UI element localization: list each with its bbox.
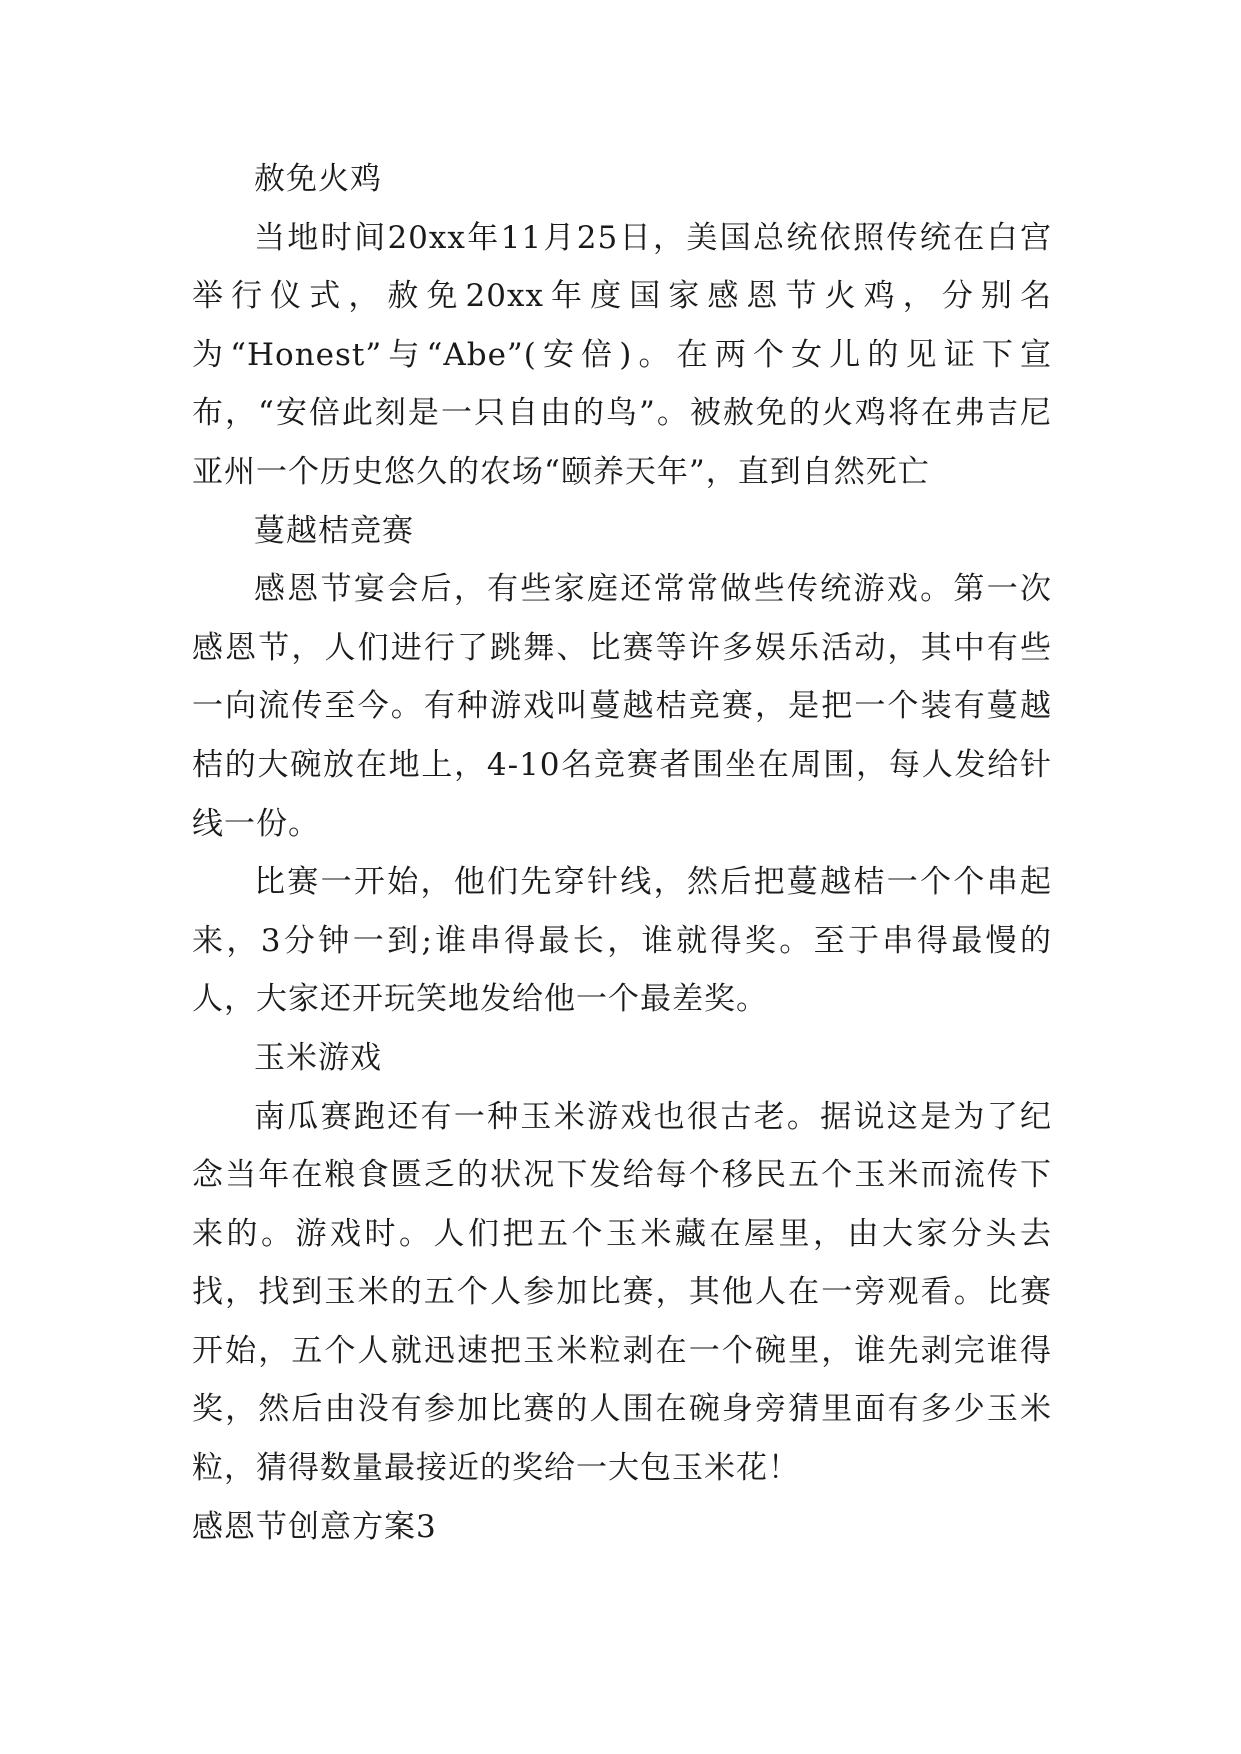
document-page [192, 150, 1052, 1556]
paragraph-cranberry-contest-1: 感恩节宴会后，有些家庭还常常做些传统游戏。第一次感恩节，人们进行了跳舞、比赛等许多娱乐活动，其中有些一向流传至今。有种游戏叫蔓越桔竞赛，是把一个装有蔓越桔的大碗放在地上，4-10名竞赛者围坐在周围，每人发给针线一份。 [192, 571, 1052, 842]
paragraph-corn-game: 南瓜赛跑还有一种玉米游戏也很古老。据说这是为了纪念当年在粮食匮乏的状况下发给每个移民五个玉米而流传下来的。游戏时。人们把五个玉米藏在屋里，由大家分头去找，找到玉米的五个人参加比赛，其他人在一旁观看。比赛开始，五个人就迅速把玉米粒剥在一个碗里，谁先剥完谁得奖，然后由没有参加比赛的人围在碗身旁猜里面有多少玉米粒，猜得数量最接近的奖给一大包玉米花！ [192, 1098, 1052, 1487]
section-heading-corn-game: 玉米游戏 [254, 1039, 382, 1076]
paragraph-cranberry-contest-2: 比赛一开始，他们先穿针线，然后把蔓越桔一个个串起来，3分钟一到;谁串得最长，谁就得奖。至于串得最慢的人，大家还开玩笑地发给他一个最差奖。 [192, 864, 1052, 1018]
section-heading-turkey-pardon: 赦免火鸡 [254, 161, 382, 197]
section-heading-cranberry-contest: 蔓越桔竞赛 [254, 512, 414, 549]
plan-title: 感恩节创意方案3 [192, 1508, 437, 1545]
paragraph-turkey-pardon: 当地时间20xx年11月25日，美国总统依照传统在白宫举行仪式，赦免20xx年度国家感恩节火鸡，分别名为“Honest”与“Abe”(安倍)。在两个女儿的见证下宣布，“安倍此刻是一只自由的鸟”。被赦免的火鸡将在弗吉尼亚州一个历史悠久的农场“颐养天年”，直到自然死亡 [192, 219, 1052, 490]
